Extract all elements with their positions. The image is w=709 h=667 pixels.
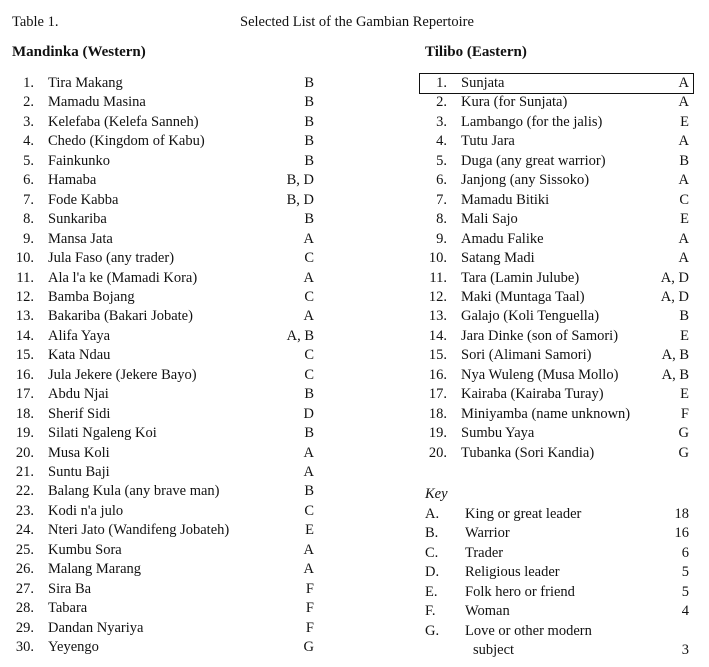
category-code: F [305,600,314,617]
key-letter: A. [425,506,440,522]
table-row [425,249,695,269]
row-number: 18. [428,405,447,422]
category-code: A, B [661,366,689,383]
category-code: A [303,444,314,461]
category-code: C [304,502,314,519]
song-title: Yeyengo [48,639,99,656]
key-description: Trader [465,544,504,561]
song-title: Tutu Jara [461,133,515,150]
key-item [425,622,695,642]
category-code: A [678,172,689,189]
category-code: F [680,405,689,422]
row-number: 1. [23,75,34,91]
row-number: 8. [436,211,447,228]
table-row [0,152,330,172]
row-number: 25. [15,541,34,558]
row-number: 19. [428,425,447,442]
row-number: 3. [23,113,34,130]
category-code: E [680,113,689,130]
row-number: 18. [15,405,34,422]
song-title: Ala l'a ke (Mamadi Kora) [48,269,198,286]
song-title: Jula Faso (any trader) [48,250,175,267]
table-row [0,560,330,580]
table-label: Table 1. [12,14,59,30]
row-number: 7. [436,191,447,208]
row-number: 17. [428,386,447,403]
table-row [0,249,330,269]
category-code: C [304,250,314,267]
table-row [0,288,330,308]
song-title: Bakariba (Bakari Jobate) [48,308,193,325]
category-code: G [678,444,689,461]
table-row [425,307,695,327]
song-title: Sunjata [461,75,505,91]
row-number: 12. [15,288,34,305]
table-row [0,385,330,405]
category-code: A [678,94,689,111]
song-title: Kata Ndau [48,347,111,364]
category-code: A [303,269,314,286]
key-description: Religious leader [465,564,560,581]
key-description: King or great leader [465,506,582,522]
key-item [425,563,695,583]
category-code: B, D [286,172,314,189]
category-code: B [679,152,689,169]
row-number: 5. [23,152,34,169]
category-code: G [303,639,314,656]
key-letter: B. [425,525,439,542]
song-title: Tubanka (Sori Kandia) [461,444,595,461]
row-number: 26. [15,561,34,578]
row-number: 23. [15,502,34,519]
song-title: Alifa Yaya [48,327,111,344]
table-row [0,366,330,386]
key-count: 4 [681,603,689,620]
row-number: 9. [23,230,34,247]
row-number: 22. [15,483,34,500]
song-title: Suntu Baji [48,464,110,480]
key-letter: C. [425,544,439,561]
table-row [0,93,330,113]
row-number: 27. [15,580,34,597]
song-title: Kodi n'a julo [48,502,124,519]
row-number: 4. [436,133,447,150]
key-item [425,583,695,603]
song-title: Maki (Muntaga Taal) [461,288,585,305]
song-title: Sori (Alimani Samori) [461,347,592,364]
table-row [0,580,330,600]
song-title: Amadu Falike [461,230,544,247]
row-number: 9. [436,230,447,247]
song-title: Tara (Lamin Julube) [461,269,580,286]
table-row [425,113,695,133]
table-row [425,191,695,211]
row-number: 16. [15,366,34,383]
table-row [0,210,330,230]
song-title: Miniyamba (name unknown) [461,405,631,422]
category-code: A [678,250,689,267]
song-title: Jara Dinke (son of Samori) [461,327,619,344]
song-title: Sumbu Yaya [461,425,535,442]
category-code: B [304,386,314,403]
table-row [425,171,695,191]
table-row [0,171,330,191]
song-title: Fainkunko [48,152,111,169]
key-letter: E. [425,583,438,600]
category-code: B [304,113,314,130]
row-number: 29. [15,619,34,636]
category-code: C [304,288,314,305]
row-number: 2. [436,94,447,111]
song-title: Tabara [48,600,88,617]
row-number: 7. [23,191,34,208]
song-title: Mamadu Masina [48,94,146,111]
table-row [0,230,330,250]
category-code: A [303,308,314,325]
table-title: Selected List of the Gambian Repertoire [240,14,474,30]
row-number: 14. [15,327,34,344]
category-code: A, B [286,327,314,344]
table-row [0,113,330,133]
key-count: 3 [681,642,689,659]
key-item [425,524,695,544]
song-title: Nya Wuleng (Musa Mollo) [461,366,619,383]
category-code: A [303,230,314,247]
song-title: Tira Makang [48,75,123,91]
category-code: E [680,386,689,403]
category-code: A [303,541,314,558]
category-code: G [678,425,689,442]
table-row [425,132,695,152]
key-count: 18 [674,506,689,522]
song-title: Mamadu Bitiki [461,191,550,208]
category-code: D [303,405,314,422]
category-code: B [304,133,314,150]
western-heading: Mandinka (Western) [12,44,146,60]
song-title: Bamba Bojang [48,288,135,305]
table-row [0,424,330,444]
table-row [425,346,695,366]
category-code: A [678,75,689,91]
category-code: B, D [286,191,314,208]
table-row [0,638,330,658]
row-number: 2. [23,94,34,111]
row-number: 11. [16,269,34,286]
category-code: A, D [660,269,689,286]
key-letter: F. [425,603,436,620]
row-number: 20. [428,444,447,461]
table-row [0,191,330,211]
song-title: Nteri Jato (Wandifeng Jobateh) [48,522,230,539]
row-number: 12. [428,288,447,305]
song-title: Galajo (Koli Tenguella) [461,308,600,325]
row-number: 14. [428,327,447,344]
key-description-continued: subject [473,642,515,659]
category-code: A [303,464,314,480]
category-code: B [304,152,314,169]
song-title: Mali Sajo [461,211,518,228]
table-row [0,521,330,541]
category-code: A [303,561,314,578]
row-number: 13. [428,308,447,325]
table-row [0,405,330,425]
song-title: Chedo (Kingdom of Kabu) [48,133,205,150]
song-title: Kura (for Sunjata) [461,94,568,111]
song-title: Fode Kabba [48,191,119,208]
table-row [0,346,330,366]
song-title: Kelefaba (Kelefa Sanneh) [48,113,199,130]
table-row [0,132,330,152]
row-number: 17. [15,386,34,403]
category-code: B [304,483,314,500]
table-row [0,444,330,464]
category-code: E [680,211,689,228]
table-row [425,210,695,230]
row-number: 19. [15,425,34,442]
category-code: C [679,191,689,208]
song-title: Hamaba [48,172,97,189]
row-number: 24. [15,522,34,539]
key-count: 16 [674,525,689,542]
table-row [425,385,695,405]
key-letter: D. [425,564,440,581]
song-title: Janjong (any Sissoko) [461,172,590,189]
category-code: A, D [660,288,689,305]
song-title: Balang Kula (any brave man) [48,483,220,500]
key-item [425,544,695,564]
row-number: 16. [428,366,447,383]
row-number: 15. [15,347,34,364]
song-title: Sira Ba [48,580,92,597]
song-title: Dandan Nyariya [48,619,144,636]
key-count: 6 [681,544,689,561]
category-code: B [304,94,314,111]
row-number: 6. [23,172,34,189]
table-row [425,269,695,289]
song-title: Satang Madi [461,250,535,267]
table-row [425,405,695,425]
song-title: Kumbu Sora [48,541,122,558]
row-number: 30. [15,639,34,656]
key-description: Warrior [465,525,510,542]
row-number: 1. [436,75,447,91]
row-number: 4. [23,133,34,150]
key-heading: Key [425,486,448,502]
category-code: A, B [661,347,689,364]
category-code: B [304,75,314,91]
table-row [425,327,695,347]
category-code: B [304,211,314,228]
row-number: 13. [15,308,34,325]
song-title: Duga (any great warrior) [461,152,606,169]
row-number: 20. [15,444,34,461]
table-row [0,327,330,347]
key-count: 5 [681,564,689,581]
table-row [0,74,330,94]
category-code: A [678,133,689,150]
table-row [0,541,330,561]
song-title: Sherif Sidi [48,405,111,422]
song-title: Musa Koli [48,444,110,461]
category-code: E [305,522,314,539]
table-row [425,230,695,250]
row-number: 11. [429,269,447,286]
category-code: B [304,425,314,442]
key-description: Woman [465,603,510,620]
table-row [425,74,695,94]
table-row [0,482,330,502]
song-title: Kairaba (Kairaba Turay) [461,386,604,403]
table-row [425,444,695,464]
row-number: 28. [15,600,34,617]
row-number: 21. [15,464,34,480]
table-row [425,424,695,444]
row-number: 6. [436,172,447,189]
eastern-heading: Tilibo (Eastern) [425,44,527,60]
table-row [0,619,330,639]
row-number: 15. [428,347,447,364]
row-number: 5. [436,152,447,169]
table-row [425,366,695,386]
western-list [0,74,330,664]
key-list [425,505,695,665]
eastern-list [425,74,695,474]
key-item [425,602,695,622]
song-title: Jula Jekere (Jekere Bayo) [48,366,197,383]
table-row [425,152,695,172]
key-item [425,505,695,525]
table-row [0,502,330,522]
song-title: Sunkariba [48,211,107,228]
song-title: Silati Ngaleng Koi [48,425,157,442]
key-description: Love or other modern [465,622,592,639]
category-code: A [678,230,689,247]
song-title: Mansa Jata [48,230,113,247]
key-count: 5 [681,583,689,600]
table-row [425,288,695,308]
category-code: C [304,347,314,364]
row-number: 10. [15,250,34,267]
table-row [425,93,695,113]
key-description: Folk hero or friend [465,583,575,600]
key-item-continuation [425,641,695,661]
table-row [0,269,330,289]
category-code: C [304,366,314,383]
song-title: Lambango (for the jalis) [461,113,603,130]
key-letter: G. [425,622,440,639]
row-number: 10. [428,250,447,267]
table-row [0,599,330,619]
row-number: 3. [436,113,447,130]
table-row [0,463,330,483]
table-row [0,307,330,327]
category-code: F [305,619,314,636]
category-code: B [679,308,689,325]
song-title: Abdu Njai [48,386,109,403]
category-code: F [305,580,314,597]
category-code: E [680,327,689,344]
song-title: Malang Marang [48,561,142,578]
row-number: 8. [23,211,34,228]
